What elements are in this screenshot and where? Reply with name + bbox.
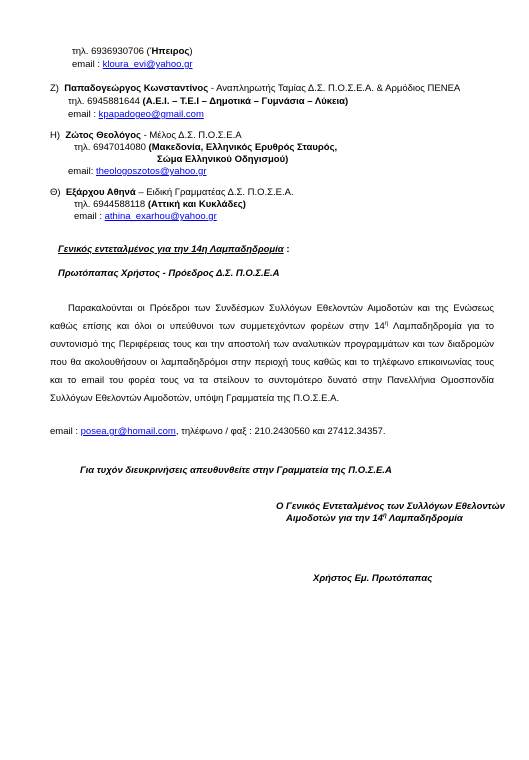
general-colon: : <box>283 244 290 255</box>
contact-role: – Ειδική Γραμματέας Δ.Σ. Π.Ο.Σ.Ε.Α. <box>135 187 294 198</box>
contact-email-line <box>50 426 386 438</box>
email-label: email : <box>68 109 99 120</box>
region-text: (Αττική και Κυκλάδες) <box>147 199 246 210</box>
contact-letter: Η) <box>50 130 61 141</box>
paragraph-part: Λαμπαδηδρομία για το συντονισμό της Περιφέρειας τους και την αποστολή των αναλυτικών προγραμμάτων και των διαδρομών που θα ακολουθήσουν οι λαμπαδηδρόμοι στην περιοχή τους καθώς και το τηλέφωνο επικοινωνίας τους και το email του φορέα τους να τα στείλουν το συντομότερο δυνατό στην Πανελλήνια Ομοσπονδία Συλλόγων Εθελοντών Αιμοδοτών, υπόψη Γραμματεία της Π.Ο.Σ.Ε.Α. <box>50 321 494 404</box>
info-line: Για τυχόν διευκρινήσεις απευθυνθείτε στην Γραμματεία της Π.Ο.Σ.Ε.Α <box>80 465 392 476</box>
region-text: (Α.Ε.Ι. – Τ.Ε.Ι – Δημοτικά – Γυμνάσια – Λύκεια) <box>142 96 349 107</box>
phone-text: τηλ. 6936930706 ( <box>72 46 150 57</box>
contact-email <box>74 211 217 223</box>
contact-name: Παπαδογεώργος Κωνσταντίνος <box>64 83 209 94</box>
contact-heading <box>50 83 460 95</box>
contact-role: - Αναπληρωτής Ταμίας Δ.Σ. Π.Ο.Σ.Ε.Α. & Αρμόδιος ΠΕΝΕΑ <box>208 83 461 94</box>
email-link[interactable]: posea.gr@homail.com <box>80 426 176 437</box>
contact-role: - Μέλος Δ.Σ. Π.Ο.Σ.Ε.Α <box>140 130 242 141</box>
phone-text: τηλ. 6945881644 <box>68 96 143 107</box>
email-label: email: <box>68 166 96 177</box>
general-delegate-heading <box>58 244 290 256</box>
contact-phone <box>68 96 348 108</box>
region-text: Ήπειρος <box>149 46 190 57</box>
ordinal-sup: η <box>382 512 387 519</box>
email-link[interactable]: theologoszotos@yahoo.gr <box>95 166 207 177</box>
body-paragraph <box>50 300 494 408</box>
region-text: (Μακεδονία, Ελληνικός Ερυθρός Σταυρός, <box>148 142 338 153</box>
email-link[interactable]: kloura_evi@yahoo.gr <box>102 59 193 70</box>
contact-letter: Ζ) <box>50 83 59 94</box>
email-label: email : <box>74 211 105 222</box>
contact-heading <box>50 130 242 142</box>
phone-text: τηλ. 6947014080 <box>74 142 149 153</box>
contact-phone <box>72 46 193 58</box>
general-delegate-person: Πρωτόπαπας Χρήστος - Πρόεδρος Δ.Σ. Π.Ο.Σ.Ε.Α <box>58 268 280 279</box>
email-label: email : <box>72 59 103 70</box>
contact-phone <box>74 199 246 211</box>
signature-title-line2 <box>286 513 463 525</box>
email-label: email : <box>50 426 81 437</box>
contact-name: Εξάρχου Αθηνά <box>65 187 136 198</box>
contact-email <box>72 59 193 71</box>
signature-title-line1: Ο Γενικός Εντεταλμένος των Συλλόγων Εθελοντών <box>276 501 505 512</box>
signature-part: Αιμοδοτών για την 14 <box>286 513 383 524</box>
email-link[interactable]: athina_exarhou@yahoo.gr <box>104 211 217 222</box>
signature-name: Χρήστος Εμ. Πρωτόπαπας <box>313 573 433 584</box>
phone-fax-text: , τηλέφωνο / φαξ : 210.2430560 και 27412.34357. <box>175 426 386 437</box>
signature-part: Λαμπαδηδρομία <box>386 513 463 524</box>
contact-name: Ζώτος Θεολόγος <box>65 130 141 141</box>
contact-phone-region-continued: Σώμα Ελληνικού Οδηγισμού) <box>157 154 289 165</box>
contact-letter: Θ) <box>50 187 61 198</box>
contact-phone <box>74 142 337 154</box>
paragraph-part: Παρακαλούνται οι Πρόεδροι των Συνδέσμων Συλλόγων Εθελοντών Αιμοδοτών και της Ενώσεως καθώς επίσης και όλοι οι υπεύθυνοι των συμμετεχόντων φορέων στην 14 <box>50 303 494 332</box>
email-link[interactable]: kpapadogeo@gmail.com <box>98 109 204 120</box>
contact-email <box>68 109 204 121</box>
general-heading-text: Γενικός εντεταλμένος για την 14η Λαμπαδηδρομία <box>58 244 284 255</box>
paren-text: ) <box>189 46 193 57</box>
ordinal-sup: η <box>384 320 389 327</box>
contact-heading <box>50 187 294 199</box>
paragraph-text <box>50 300 494 408</box>
contact-email <box>68 166 207 178</box>
phone-text: τηλ. 6944588118 <box>74 199 148 210</box>
